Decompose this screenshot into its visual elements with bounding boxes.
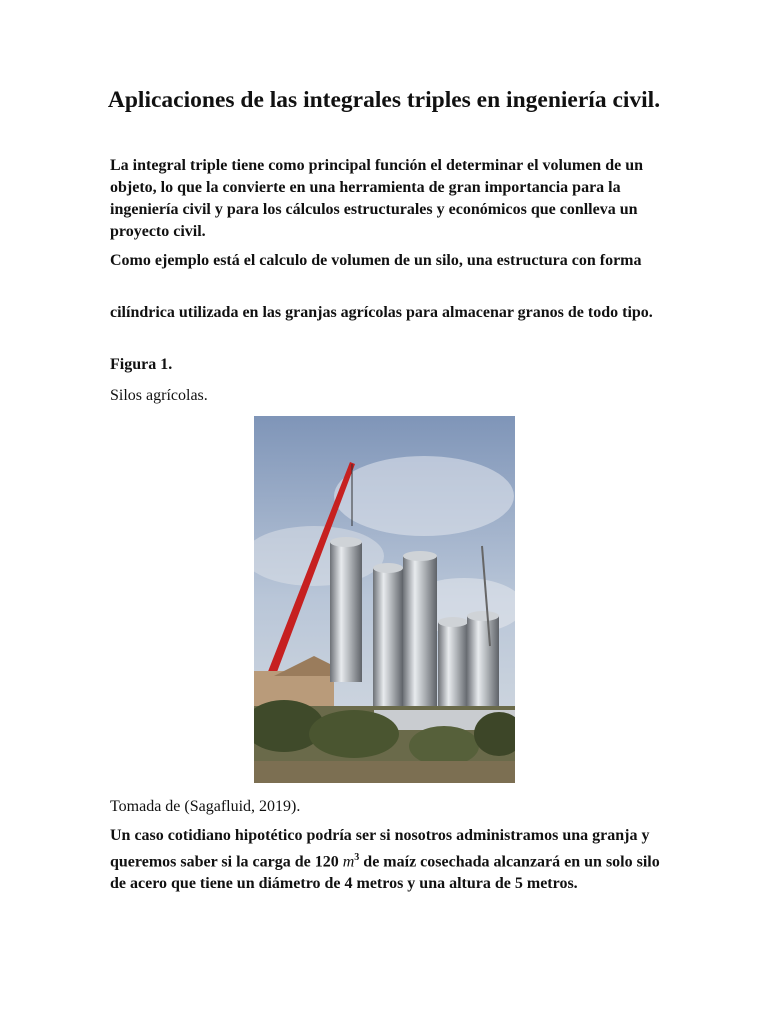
paragraph-hypothetical-part2: de maíz cosechada alcanzará en un solo silo de acero que tiene un diámetro de 4 metros y una altura de 5 metros.: [110, 853, 660, 893]
paragraph-intro: La integral triple tiene como principal función el determinar el volumen de un objeto, lo que la convierte en una herramienta de gran importancia para la ingeniería civil y para los cálculos estructurales y económicos que conlleva un proyecto civil.: [110, 157, 643, 240]
figure-caption: Silos agrícolas.: [110, 387, 208, 404]
figure-source: Tomada de (Sagafluid, 2019).: [110, 798, 301, 815]
figure-label: Figura 1.: [110, 356, 173, 373]
unit-exponent: 3: [354, 852, 360, 863]
unit-m: m: [342, 853, 355, 871]
document-title: Aplicaciones de las integrales triples en ingeniería civil.: [107, 87, 661, 113]
paragraph-cylinder: cilíndrica utilizada en las granjas agrícolas para almacenar granos de todo tipo.: [110, 304, 653, 321]
paragraph-example: Como ejemplo está el calculo de volumen de un silo, una estructura con forma: [110, 252, 642, 269]
paragraph-hypothetical-part1: Un caso cotidiano hipotético podría ser si nosotros administramos una granja y queremos saber si la carga de 120: [110, 827, 650, 871]
silos-photo: [254, 416, 515, 783]
paragraph-hypothetical: [110, 825, 670, 895]
